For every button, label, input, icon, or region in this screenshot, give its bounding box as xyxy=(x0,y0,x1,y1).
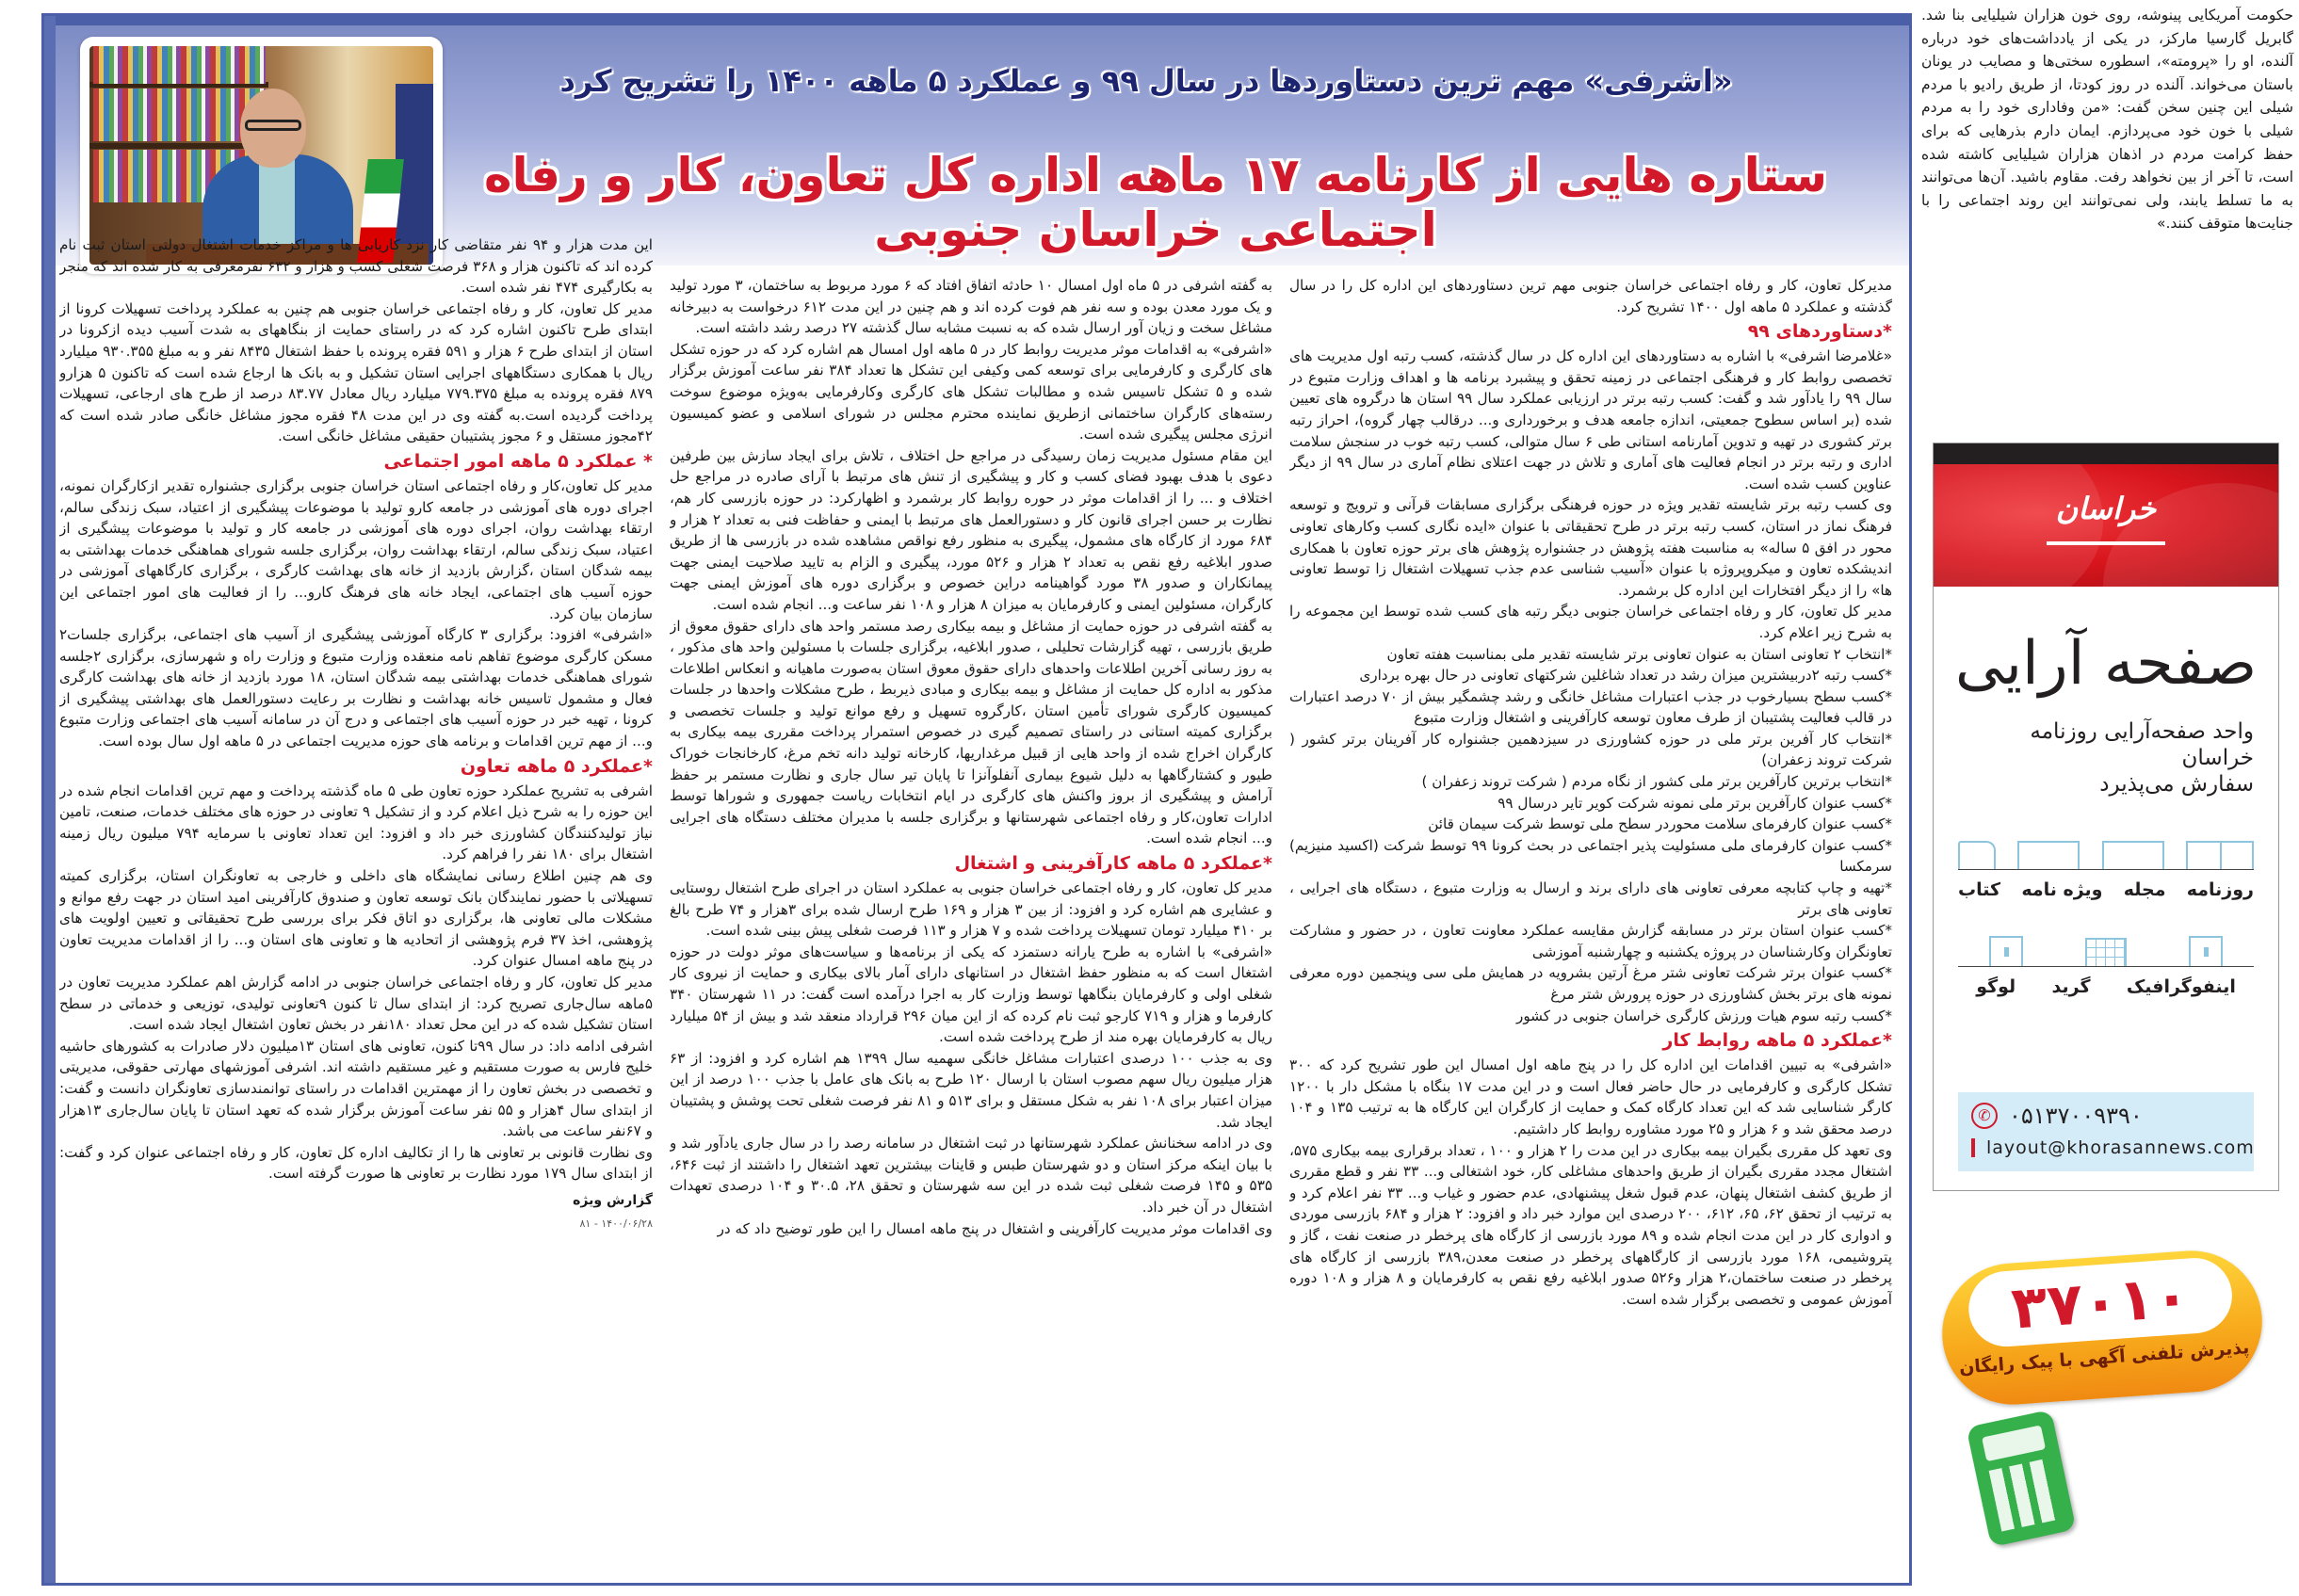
report-credit: گزارش ویژه xyxy=(573,1192,653,1208)
email-row[interactable] xyxy=(1971,1132,2255,1164)
subhead-labor-relations: *عملکرد ۵ ماهه روابط کار xyxy=(1662,1030,1892,1052)
person-shirt xyxy=(259,159,295,244)
paragraph: اشرفی ادامه داد: در سال ۹۹تا کنون، تعاونی های استان ۱۳میلیون دلار صادرات به کشورهای حاشیه خلیج فارس به صورت مستقیم و غیر مستقیم داشته اند. اشرفی آموزشهای مهارتی حقوقی، مدیریتی و تخصصی در بخش تعاون را از مهمترین اقدامات در راستای توانمندسازی تعاونگران دانست و گفت: از ابتدای سال ۴هزار و ۵۵ نفر ساعت آموزش برگزار شده که تعهد استان تا پایان سال‌جاری ۱۳هزار و ۶۷نفر ساعت می باشد. xyxy=(59,1037,653,1140)
services-labels-2 xyxy=(1958,976,2254,997)
article-column-1 xyxy=(1289,275,1892,1575)
paragraph: وی تعهد کل مقرری بگیران بیمه بیکاری در این مدت را ۲ هزار و ۱۰۰ ، تعداد برقراری بیمه بیکاری ۵۷۵، اشتغال مجدد مقرری بگیران از طریق واحدهای مشاغلی کار، خود اشتغالی و... ۳۳ نفر و قطع مقرری از طریق کشف اشتغال پنهان، عدم قبول شغل پیشنهادی، عدم حضور و غیاب و... ۳۳ نفر اعلام کرد و به ترتیب از تحقق ۶۲، ۶۵، ۶۱۲، ۲۰۰ درصدی این موارد خبر داد و افزود: ۲ هزار و ۶۸۴ بازرسی موردی و ادواری کار در این مدت انجام شده و ۸۹ مورد بازرسی از کارگاه های پرخطر در صنعت نفت ، گاز و پتروشیمی، ۱۶۸ مورد بازرسی از کارگاههای پرخطر در صنعت معدن،۳۸۹ بازرسی از کارگاه های پرخطر در صنعت ساختمان،۲ هزار و۵۲۶ صدور ابلاغیه رفع نقص به کارفرمایان و ۸ هزار و ۱۰۸ دوره آموزش عمومی و تخصصی برگزار شده است. xyxy=(1289,1141,1892,1308)
ad-subtitle-line-1: واحد صفحه‌آرایی روزنامه خراسان xyxy=(2030,719,2254,770)
divider xyxy=(1958,869,2254,870)
service-special-edition: ویژه نامه xyxy=(2021,879,2103,900)
article-headline: ستاره هایی از کارنامه ۱۷ ماهه اداره کل تعاون، کار و رفاه اجتماعی خراسان جنوبی xyxy=(483,148,1828,257)
subhead-achievements-99: *دستاوردهای ۹۹ xyxy=(1747,321,1892,343)
paragraph: «اشرفی» به اقدامات موثر مدیریت روابط کار در ۵ ماهه اول امسال هم اشاره کرد که در حوزه تشکل های کارگری و کارفرمایی برای توسعه کمی وکیفی این تشکل ها تعداد ۳۸۴ نفر ساعت آموزش برگزار شده و ۵ تشکل تاسیس شده و مطالبات تشکل های کارگری وکارفرمایی به‌ویژه موضوع سوخت رسته‌های کارگران ساختمانی ازطریق نماینده محترم مجلس در شورای اسلامی و عضو کمیسیون انرژی مجلس پیگیری شده است. xyxy=(670,340,1272,443)
magazine-icon xyxy=(2102,841,2164,869)
email-address[interactable]: layout@khorasannews.com xyxy=(1986,1137,2255,1158)
phone-row[interactable] xyxy=(1971,1100,2241,1132)
list-item: *انتخاب کار آفرین برتر ملی در حوزه کشاورزی در سیزدهمین جشنواره کار آفرینان برتر کشور ( شرکت تروند زعفران) xyxy=(1289,730,1892,769)
badge-caption: پذیرش تلفنی آگهی با پیک رایگان xyxy=(1958,1337,2251,1378)
subhead-cooperatives: *عملکرد ۵ ماهه تعاون xyxy=(460,755,653,777)
services-row-1 xyxy=(1958,835,2254,900)
service-newspaper: روزنامه xyxy=(2186,879,2254,900)
paragraph: مدیر کل تعاون،کار و رفاه اجتماعی استان خراسان جنوبی برگزاری جشنواره تقدیر ازکارگران نمونه، اجرای دوره های آموزشی در جامعه کارو تولید با موضوعات پیشگیری از اعتیاد، سبک زندگی سالم، ارتقاء بهداشت روان، اجرای دوره های آموزشی در جامعه کار و تولید با موضوعات پیشگیری از اعتیاد، سبک زندگی سالم، ارتقاء بهداشت روان، برگزاری جلسه شورای هماهنگی خدمات بهداشتی به بیمه شدگان استان ،گزارش بازدید از خانه های بهداشت کارگری ، برگزاری کارگاههای آموزشی در حوزه آسیب های اجتماعی، ایجاد خانه های فرهنگ کارو... را از فعالیت های امور اجتماعی این سازمان بیان کرد. xyxy=(59,476,653,622)
list-item: *کسب عنوان کارفرمای ملی مسئولیت پذیر اجتماعی در بحث کرونا ۹۹ توسط شرکت (اکسید منیزیم) سرمکسا xyxy=(1289,836,1892,876)
phone-icon: ✆ xyxy=(1971,1103,1998,1129)
service-infographic: اینفوگرافیک xyxy=(2126,976,2236,997)
subhead-entrepreneurship: *عملکرد ۵ ماهه کارآفرینی و اشتغال xyxy=(954,853,1272,875)
calculator-keys xyxy=(1989,1459,2061,1532)
service-logo: لوگو xyxy=(1976,976,2016,997)
service-grid: گرید xyxy=(2051,976,2091,997)
services-icons-2 xyxy=(1958,932,2254,966)
paragraph: وی اقدامات موثر مدیریت کارآفرینی و اشتغال در پنج ماهه امسال را این طور توضیح داد که در xyxy=(717,1219,1272,1237)
book-icon xyxy=(1958,841,1996,869)
ad-subtitle xyxy=(1958,718,2254,798)
list-item: *کسب عنوان برتر شرکت تعاونی شتر مرغ آرتین بشرویه در همایش ملی سی وپنجمین دوره معرفی نمونه های برتر بخش کشاورزی در حوزه پرورش شتر مرغ xyxy=(1289,964,1892,1003)
director-photo xyxy=(89,46,433,265)
list-item: *کسب رتبه سوم هیات ورزش کارگری خراسان جنوبی در کشور xyxy=(1516,1007,1892,1024)
article-column-2 xyxy=(670,275,1272,1575)
bookshelf-books xyxy=(93,46,266,84)
paragraph: وی در ادامه سخنانش عملکرد شهرستانها در ثبت اشتغال در سامانه رصد را در سال جاری یادآور شد و با بیان اینکه مرکز استان و دو شهرستان طبس و قاینات بیشترین تعهد اشتغال را داشتند از ثبت ۶۴۶، ۵۳۵ و ۱۴۵ فرصت شغلی ثبت شده در این سه شهرستان و تحقق ۲۸، ۳۰.۵ و ۱۰۴ درصدی تعهدات اشتغال در آن خبر داد. xyxy=(670,1135,1272,1216)
article-columns xyxy=(59,236,1900,1575)
article-column-3 xyxy=(59,234,653,1575)
paragraph: «اشرفی» با اشاره به طرح یارانه دستمزد که یکی از برنامه‌ها و سیاست‌های موثر دولت در حوزه اشتغال است که به منظور حفظ اشتغال در استانهای دارای آمار بالای بیکاری و حمایت از نیروی کار شغلی اولی و کارفرمایان بنگاهها توسط وزارت کار به اجرا درآمده است گفت: در ۱۱ شهرستان ۳۴۰ کارفرما و هزار و ۷۱۹ کارجو ثبت نام کرده که از این میان ۲۹۶ قرارداد منعقد شد و بیش از ۵۴ میلیارد ریال به کارفرمایان بهره مند از طرح پرداخت شده است. xyxy=(670,943,1272,1046)
article-header-band xyxy=(56,16,1909,266)
services-row-2 xyxy=(1958,932,2254,997)
services-icons-1 xyxy=(1958,835,2254,869)
paragraph: مدیر کل تعاون، کار و رفاه اجتماعی خراسان جنوبی دیگر رتبه های کسب شده توسط این مجموعه را به شرح زیر اعلام کرد. xyxy=(1289,603,1892,641)
list-item: *انتخاب ۲ تعاونی استان به عنوان تعاونی برتر شایسته تقدیر ملی بمناسبت هفته تعاون xyxy=(1386,645,1892,663)
list-item: *کسب سطح بسیارخوب در جذب اعتبارات مشاغل خانگی و رشد چشمگیر بیش از ۷۰ درصد اعتبارات در قالب فعالیت پشتیبان از طرف معاون توسعه کارآفرینی و اشتغال وزارت متبوع xyxy=(1289,687,1892,727)
page-marker: ۱۴۰۰/۰۶/۲۸ - ۸۱ xyxy=(579,1217,653,1230)
paragraph: مدیر کل تعاون، کار و رفاه اجتماعی خراسان جنوبی به عملکرد استان در اجرای طرح اشتغال روستایی و عشایری هم اشاره کرد و افزود: از بین ۳ هزار و ۱۶۹ طرح ارسال شده برای ۳هزار و ۷۴ طرح بالغ بر ۴۱۰ میلیارد تومان تسهیلات پرداخت شده و ۷ هزار و ۱۱۳ فرصت شغلی پیش بینی شده است. xyxy=(670,879,1272,940)
newspaper-icon xyxy=(2186,841,2254,869)
continued-article-text: حکومت آمریکایی پینوشه، روی خون هزاران شیلیایی بنا شد. گابریل گارسیا مارکز، در یکی از یادداشت‌های خود درباره آلنده، او را «پرومته»، اسطوره سختی‌ها و مصایب در یونان باستان می‌خواند. آلنده در روز کودتا، از طریق رادیو با مردم شیلی این چنین سخن گفت: «من وفاداری خود را به مردم شیلی با خون خود می‌پردازم. ایمان دارم بذرهایی که برای حفظ کرامت مردم در اذهان هزاران شیلیایی کاشته شده است، تا آخر از بین نخواهد رفت. مقاوم باشید. آن‌ها می‌توانند به ما تسلط یابند، ولی نمی‌توانند این روند اجتماعی را با جنایت‌ها متوقف کنند.» xyxy=(1921,7,2293,233)
special-edition-icon xyxy=(2017,841,2080,869)
paragraph: این مقام مسئول مدیریت زمان رسیدگی در مراجع حل اختلاف ، تلاش برای ایجاد سازش بین طرفین دعوی با هدف بهبود فضای کسب و کار و پیشگیری از تنش های مرتبط با آرای صادره در مراجع حل اختلاف و ... را از اقدامات موثر در حوره روابط کار برشمرد و اظهارکرد: در حوزه بازرسی کار هم، نظارت بر حسن اجرای قانون کار و دستورالعمل های مرتبط با ایمنی و حفاظت فنی به تعداد ۲ هزار و ۶۸۴ مورد از کارگاه های مشمول، پیگیری به منظور رفع نواقص مشاهده شده در بازرسی ها از طریق صدور ابلاغیه رفع نقص به تعداد ۲ هزار و ۵۲۶ مورد، پیگیری و الزام به تایید صلاحیت ایمنی جهت پیمانکاران و صدور ۳۸ مورد گواهینامه دراین خصوص و برگزاری دوره های آموزش ایمنی جهت کارگران، مسئولین ایمنی و کارفرمایان به میزان ۸ هزار و ۱۰۸ نفر ساعت و... انجام شده است. xyxy=(670,446,1272,613)
calculator-phone-icon xyxy=(1966,1410,2076,1547)
mail-icon xyxy=(1971,1138,1975,1157)
paragraph: به گفته اشرفی در حوزه حمایت از مشاغل و بیمه بیکاری رصد مستمر واحد های دارای حقوق معوق از طریق بازرسی ، تهیه گزارشات تحلیلی ، صدور ابلاغیه، برگزاری جلسات با مسئولین واحد های مذکور ، به روز رسانی آخرین اطلاعات واحدهای دارای حقوق معوق استان به‌صورت ماهیانه و انعکاس اطلاعات مذکور به اداره کل حمایت از مشاغل و بیمه بیکاری و مبادی ذیربط ، طرح مشکلات واحدها در جلسات کمیسیون کارگری شورای تأمین استان ،کارگروه تسهیل و رفع موانع تولید و جلسات تخصصی و برگزاری کمیته استانی در راستای تصمیم گیری در خصوص استمرار پرداخت مقرری بیمه بیکاری به کارگران اخراج شده از واحد هایی از قبیل مرغداریها، کارخانه تولید دانه تخم مرغ، کارخانجات خوراک طیور و کشتارگاهها به دلیل شیوع بیماری آنفلوآنزا تا پایان تیر سال جاری و نظارت مستمر بر حفظ آرامش و پیشگیری از بروز واکنش های کارگری در ایام انتخابات ریاست جمهوری و شوراها توسط ادارات تعاون،کار و رفاه اجتماعی شهرستانها و برگزاری جلسه با مدیران مختلف دستگاه های اجرایی و... انجام شده است. xyxy=(670,617,1272,847)
logo-underline xyxy=(2047,541,2165,545)
paragraph: «غلامرضا اشرفی» با اشاره به دستاوردهای این اداره کل در سال گذشته، کسب رتبه اول مدیریت های تخصصی روابط کار و فرهنگی اجتماعی در زمینه تحقق و پیشبرد برنامه ها و اهداف وزارت متبوع در سال ۹۹ را یادآور شد و گفت: کسب رتبه برتر در ارزیابی عملکرد سال ۹۹ استان ها درگروه های تعیین شده (بر اساس سطوح جمعیتی، اندازه جامعه هدف و برخورداری و... درقالب چهار گروه)، احراز رتبه برتر کشوری در تهیه و تدوین آمارنامه استانی طی ۶ سال متوالی، کسب رتبه خوب در سنجش سلامت اداری و رتبه برتر در انجام فعالیت های آماری و تلاش در جهت اعتلای نظام آماری در سال ۹۹ از دیگر عناوین کسب شده است. xyxy=(1289,347,1892,492)
paragraph: وی هم چنین اطلاع رسانی نمایشگاه های داخلی و خارجی به تعاونگران استان، برگزاری کمیته تسهیلاتی با حضور نمایندگان بانک توسعه تعاون و صندوق کارآفرینی امید استان در جهت رفع موانع و مشکلات مالی تعاونی ها، برگزاری دو اتاق فکر برای بررسی طرح تحقیقاتی و تعیین اولویت های پژوهشی، اخذ ۳۷ فرم پژوهشی از اتحادیه ها و تعاونی های استان و... را از اقدامات مدیریت تعاون در پنج ماهه امسال عنوان کرد. xyxy=(59,867,653,970)
service-magazine: مجله xyxy=(2123,879,2166,900)
grid-icon xyxy=(2085,938,2127,966)
khorasan-logo: خراسان xyxy=(2055,491,2157,526)
paragraph: «اشرفی» افزود: برگزاری ۳ کارگاه آموزشی پیشگیری از آسیب های اجتماعی، برگزاری جلسات۲ مسکن کارگری موضوع تفاهم نامه منعقده وزارت متبوع و وزارت راه و شهرسازی، برگزاری ۲جلسه شورای هماهنگی خدمات بهداشتی بیمه شدگان استان، ۱۸ مورد بازدید از خانه های بهداشت کارگری فعال و مشمول تاسیس خانه بهداشت و نظارت بر رعایت دستورالعمل های بهداشتی پیشگیری از کرونا ، تهیه خبر در حوزه آسیب های اجتماعی و درج آن در سامانه آسیب های اجتماعی وزارت متبوع و... از مهم ترین اقدامات و برنامه های حوزه مدیریت اجتماعی در ۵ ماهه اول سال بوده است. xyxy=(59,626,653,750)
article-kicker: «اشرفی» مهم ترین دستاوردها در سال ۹۹ و عملکرد ۵ ماهه ۱۴۰۰ را تشریح کرد xyxy=(559,63,1733,99)
ad-red-banner xyxy=(1934,464,2278,587)
service-book: کتاب xyxy=(1958,879,2001,900)
list-item: *کسب عنوان کارفرمای سلامت محوردر سطح ملی توسط شرکت سیمان قائن xyxy=(1428,815,1892,833)
calculator-screen xyxy=(1982,1425,2046,1461)
logo-icon xyxy=(1989,936,2023,966)
paragraph: وی به جذب ۱۰۰ درصدی اعتبارات مشاغل خانگی سهمیه سال ۱۳۹۹ هم اشاره کرد و افزود: از ۶۳ هزار میلیون ریال سهم مصوب استان با ارسال ۱۲۰ طرح به بانک های عامل با جذب ۱۰۰ درصد از این میزان اعتبار برای ۱۰۸ نفر به شکل مستقل و برای ۵۱۳ و ۸۱ نفر فرصت شغلی تحت پوشش و پشتیبان ایجاد شد. xyxy=(670,1049,1272,1131)
list-item: *کسب عنوان کارآفرین برتر ملی نمونه شرکت کویر تایر درسال ۹۹ xyxy=(1498,794,1892,812)
badge-number: ۳۷۰۱۰ xyxy=(1967,1255,2235,1348)
paragraph: مدیرکل تعاون، کار و رفاه اجتماعی خراسان جنوبی مهم ترین دستاوردهای این اداره کل را در سال گذشته و عملکرد ۵ ماهه اول ۱۴۰۰ تشریح کرد. xyxy=(1289,277,1892,315)
paragraph: «اشرفی» به تبیین اقدامات این اداره کل را در پنج ماهه اول امسال این طور تشریح کرد که ۳۰۰ تشکل کارگری و کارفرمایی در حال حاضر فعال است و در این مدت ۱۷ بنگاه با مشکل دار با ۱۲۰۰ کارگر شناسایی شد که این تعداد کارگاه کمک و حمایت از کارگران این کارگاه ها به ترتیب ۱۳۵ و ۱۰۴ درصد محقق شد و ۶ هزار و ۲۵ مورد مشاوره روابط کار داشتیم. xyxy=(1289,1056,1892,1137)
subhead-social-affairs: * عملکرد ۵ ماهه امور اجتماعی xyxy=(383,450,653,472)
paragraph: اشرفی به تشریح عملکرد حوزه تعاون طی ۵ ماه گذشته پرداخت و مهم ترین اقدامات انجام شده در این حوزه را به شرح ذیل اعلام کرد و از تشکیل ۹ تعاونی در حوزه های مختلف خدمات، صنعت، تامین نیاز تولیدکنندگان کشاورزی خبر داد و افزود: این تعداد تعاونی با سرمایه ۷۹۴ میلیون ریال زمینه اشتغال برای ۱۸۰ نفر را فراهم کرد. xyxy=(59,782,653,863)
ad-subtitle-line-2: سفارش می‌پذیرد xyxy=(2099,772,2254,797)
list-item: *انتخاب برترین کارآفرین برتر ملی کشور از نگاه مردم ( شرکت تروند زعفران ) xyxy=(1421,773,1892,791)
paragraph: مدیر کل تعاون، کار و رفاه اجتماعی خراسان جنوبی هم چنین به عملکرد پرداخت تسهیلات کرونا از ابتدای طرح تاکنون اشاره کرد که در راستای حمایت از بنگاههای به شدت آسیب دیده ازکرونا در استان از ابتدای طرح ۶ هزار و ۵۹۱ فقره پرونده با حفظ اشتغال ۸۴۳۵ نفر و به مبلغ ۹۳۰.۳۵۵ میلیارد ریال با همکاری دستگاههای اجرایی استان تشکیل و به بانک ها ارجاع شده است که تاکنون ۵ هزارو ۸۷۹ فقره پرونده به مبلغ ۷۷۹.۳۷۵ میلیارد ریال معادل ۸۳.۷۷ درصد از طرح های ارجاعی، تسهیلات پرداخت گردیده است.به گفته وی در این مدت ۴۸ فقره مجوز مشاغل خانگی صادر شده است که ۴۲مجوز مستقل و ۶ مجوز پشتیبان حقیقی مشاغل خانگی است. xyxy=(59,299,653,445)
paragraph: مدیر کل تعاون، کار و رفاه اجتماعی خراسان جنوبی در ادامه گزارش اهم عملکرد مدیریت تعاون در ۵ماهه سال‌جاری تصریح کرد: از ابتدای سال تا کنون ۹تعاونی تولیدی، توزیعی و خدماتی در سطح استان تشکیل شده که در این محل تعداد ۱۸۰نفر در بخش تعاون اشتغال ایجاد شده است. xyxy=(59,974,653,1034)
ad-contact-box xyxy=(1958,1092,2254,1171)
services-labels-1 xyxy=(1958,879,2254,900)
infographic-icon xyxy=(2189,936,2223,966)
list-item: *تهیه و چاپ کتابچه معرفی تعاونی های دارای برند و ارسال به وزارت متبوع ، دستگاه های اجرایی ، تعاونی های برتر xyxy=(1289,879,1892,918)
layout-service-ad[interactable] xyxy=(1933,443,2279,1191)
person-glasses xyxy=(245,120,301,131)
article-frame xyxy=(41,13,1912,1586)
article-inner xyxy=(44,16,1909,1583)
phone-ad-badge[interactable] xyxy=(1912,1215,2299,1596)
list-item: *کسب رتبه ۲دربیشترین میزان رشد در تعداد شاغلین شرکتهای تعاونی در حال بهره برداری xyxy=(1359,667,1892,685)
phone-number[interactable]: ۰۵۱۳۷۰۰۹۳۹۰ xyxy=(2009,1103,2143,1129)
ad-title: صفحه آرایی xyxy=(1954,629,2258,699)
paragraph: این مدت هزار و ۹۴ نفر متقاضی کار نزد کاریابی ها و مراکز خدمات اشتغال دولتی استان ثبت نام کرده اند که تاکنون هزار و ۳۶۸ فرصت شغلی کسب و هزار و ۶۳۲ نفرمعرفی به کار شده اند که منجر به بکارگیری ۴۷۴ نفر شده است. xyxy=(59,236,653,297)
list-item: *کسب عنوان استان برتر در مسابقه گزارش مقایسه عملکرد معاونت تعاون ، در حضور و مشارکت تعاونگران وکارشناسان در پروژه یکشنبه و چهارشنبه آموزشی xyxy=(1289,922,1892,960)
paragraph: وی نظارت قانونی بر تعاونی ها را از تکالیف اداره کل تعاون، کار و رفاه اجتماعی عنوان کرد و گفت: از ابتدای سال ۱۷۹ مورد نظارت بر تعاونی ها صورت گرفته است. xyxy=(59,1143,653,1183)
paragraph: به گفته اشرفی در ۵ ماه اول امسال ۱۰ حادثه اتفاق افتاد که ۶ مورد مربوط به ساختمان، ۳ مورد تولید و یک مورد معدن بوده و سه نفر هم فوت کرده اند و هم چنین در این مدت ۶۱۲ درخواست به دبیرخانه مشاغل سخت و زیان آور ارسال شده که به نسبت مشابه سال گذشته ۲۷ درصد رشد داشته است. xyxy=(670,277,1272,337)
divider xyxy=(1958,966,2254,967)
paragraph: وی کسب رتبه برتر شایسته تقدیر ویژه در حوزه فرهنگی برگزاری مسابقات قرآنی و ترویج و توسعه فرهنگ نماز در استان، کسب رتبه برتر در طرح تحقیقاتی با عنوان «ایده نگاری کسب وکارهای تعاونی محور در افق ۵ ساله» به مناسبت هفته پژوهش در جشنواره پژوهش های برتر حوزه تعاون با همکاری اندیشکده تعاون و میکروپروژه با عنوان «آسیب شناسی عدم جذب تسهیلات اشتغال زا توسط تعاونی ها» را از دیگر افتخارات این اداره کل برشمرد. xyxy=(1289,496,1892,599)
ad-top-bar xyxy=(1934,443,2278,464)
badge-pill xyxy=(1937,1246,2267,1409)
